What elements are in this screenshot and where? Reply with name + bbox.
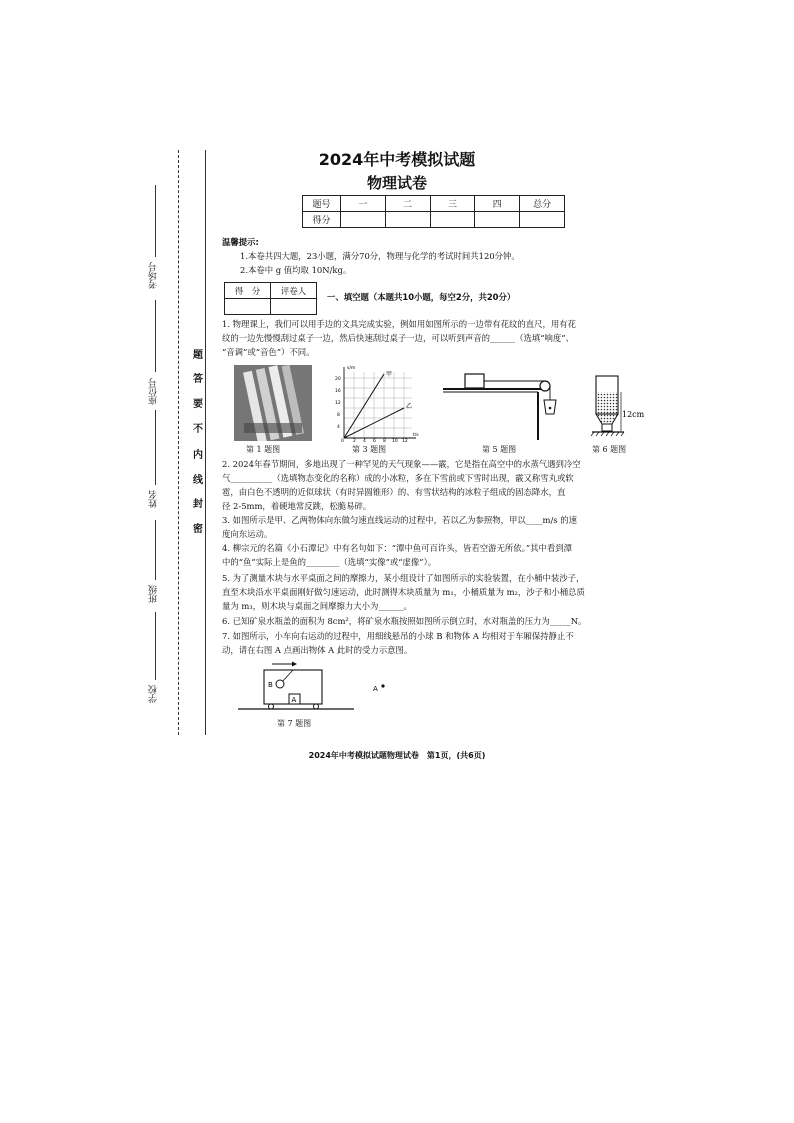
- binding-solid-line: [205, 150, 206, 735]
- seat-number-blank: [155, 300, 156, 372]
- page-subtitle: 物理试卷: [366, 174, 427, 192]
- grader-score-input[interactable]: [225, 299, 271, 315]
- score-table-cell: 一: [341, 196, 386, 212]
- score-cell-input[interactable]: [430, 212, 475, 228]
- exam-room-label: 考场号: [149, 262, 159, 289]
- seal-char: 线: [193, 475, 203, 486]
- score-cell-input[interactable]: [520, 212, 565, 228]
- figure-3-y-tick: 20: [335, 377, 341, 382]
- seal-char: 答: [193, 374, 203, 385]
- seal-char: 要: [193, 399, 203, 410]
- tips-line: 2.本卷中 g 值均取 10N/kg。: [240, 265, 352, 275]
- question-7-line: 动，请在右图 A 点画出物体 A 此时的受力示意图。: [222, 645, 413, 655]
- figure-3-x-tick: 12: [402, 439, 408, 442]
- figure-3-y-tick: 4: [337, 425, 340, 430]
- figure-3-x-tick: 10: [392, 439, 398, 442]
- grader-box-label: 得 分: [225, 283, 271, 299]
- figure-3-label-jia: 甲: [386, 371, 393, 378]
- name-label: 姓名: [149, 490, 159, 508]
- question-3-line: 度向东运动。: [222, 529, 273, 539]
- question-5-line: 直至木块沿水平桌面刚好做匀速运动，此时测得木块质量为 m₁，小桶质量为 m₂，沙子和小桶总质: [222, 587, 585, 597]
- seal-char: 题: [193, 350, 203, 361]
- name-blank: [155, 410, 156, 485]
- question-5-line: 量为 m₃，则木块与桌面之间摩擦力大小为______。: [222, 601, 412, 611]
- school-label: 学校: [149, 685, 159, 703]
- page-title: 2024年中考模拟试题: [318, 150, 476, 169]
- figure-6-caption: 第 6 题图: [592, 445, 627, 454]
- score-cell-input[interactable]: [385, 212, 430, 228]
- figure-3-caption: 第 3 题图: [352, 445, 387, 454]
- class-label: 班级: [149, 585, 159, 603]
- seal-char: 封: [193, 499, 203, 510]
- seat-number-label: 座位号: [149, 378, 159, 405]
- question-5-line: 5. 为了测量木块与水平桌面之间的摩擦力，某小组设计了如图所示的实验装置，在小桶中装沙子，: [222, 573, 585, 583]
- section-heading: 一、填空题（本题共10小题，每空2分，共20分）: [327, 292, 516, 302]
- figure-3-y-tick: 8: [337, 413, 340, 418]
- figure-6-height-label: 12cm: [622, 410, 645, 419]
- score-cell-input[interactable]: [341, 212, 386, 228]
- figure-3-x-tick: 0: [341, 439, 344, 442]
- figure-7-cart: [236, 658, 396, 714]
- figure-3-x-tick: 8: [383, 439, 386, 442]
- figure-3-x-unit: t/s: [413, 433, 419, 438]
- figure-3-st-graph: [334, 362, 420, 442]
- figure-7-caption: 第 7 题图: [277, 719, 312, 728]
- figure-3-y-tick: 16: [335, 389, 341, 394]
- figure-5-caption: 第 5 题图: [482, 445, 517, 454]
- figure-5-pulley-setup: [438, 370, 558, 442]
- figure-3-x-tick: 6: [373, 439, 376, 442]
- figure-6-bottle: [588, 372, 648, 442]
- figure-3-label-yi: 乙: [406, 403, 413, 410]
- figure-3-y-tick: 12: [335, 401, 341, 406]
- seal-char: 不: [193, 424, 203, 435]
- figure-1-ruler-photo: [234, 365, 312, 441]
- score-table-cell: 题号: [303, 196, 341, 212]
- seal-char: 密: [193, 524, 203, 535]
- score-table-cell: 总分: [520, 196, 565, 212]
- grader-name-input[interactable]: [271, 299, 317, 315]
- grader-box: [224, 282, 317, 315]
- tips-line: 1.本卷共四大题，23小题，满分70分，物理与化学的考试时间共120分钟。: [240, 251, 520, 261]
- class-blank: [155, 520, 156, 580]
- score-table-header-row: [303, 196, 565, 212]
- question-1-line: “音调”或“音色”）不同。: [222, 347, 315, 357]
- score-table-score-row: [303, 212, 565, 228]
- grader-box-label: 评卷人: [271, 283, 317, 299]
- figure-1-caption: 第 1 题图: [246, 445, 281, 454]
- question-2-line: 气__________（选填物态变化的名称）成的小冰粒，多在下雪前或下雪时出现，霰又称雪丸或软: [222, 473, 574, 483]
- tips-heading: 温馨提示:: [222, 237, 259, 247]
- question-4-line: 4. 柳宗元的名篇《小石潭记》中有名句如下：“潭中鱼可百许头，皆若空游无所依。”其中看到潭: [222, 543, 573, 553]
- figure-3-y-unit: s/m: [347, 366, 356, 371]
- binding-dashed-line: [178, 150, 179, 735]
- question-2-line: 2. 2024年春节期间，多地出现了一种罕见的天气现象——霰，它是指在高空中的水蒸气遇到冷空: [222, 459, 581, 469]
- score-table-cell: 四: [475, 196, 520, 212]
- figure-3-x-tick: 4: [363, 439, 366, 442]
- question-2-line: 雹，由白色不透明的近似球状（有时异圆锥形）的、有雪状结构的冰粒子组成的固态降水，直: [222, 487, 566, 497]
- page-footer: 2024年中考模拟试题物理试卷 第1页，(共6页): [308, 751, 486, 760]
- score-table-cell: 得分: [303, 212, 341, 228]
- score-cell-input[interactable]: [475, 212, 520, 228]
- question-2-line: 径 2-5mm，着硬地常反跳，松脆易碎。: [222, 501, 372, 511]
- figure-7-label-a: A: [291, 696, 297, 704]
- question-3-line: 3. 如图所示是甲、乙两物体向东做匀速直线运动的过程中，若以乙为参照物，甲以____m/s 的速: [222, 515, 577, 525]
- question-1-line: 1. 物理课上，我们可以用手边的文具完成实验，例如用如图所示的一边带有花纹的直尺，用有花: [222, 319, 577, 329]
- score-table-cell: 三: [430, 196, 475, 212]
- question-4-line: 中的“鱼”实际上是鱼的________（选填“实像”或“虚像”）。: [222, 557, 437, 567]
- figure-7-point-a-label: A: [373, 685, 378, 693]
- seal-char: 内: [193, 450, 203, 461]
- question-6-line: 6. 已知矿泉水瓶盖的面积为 8cm²，将矿泉水瓶按照如图所示倒立时，水对瓶盖的压力为_____N。: [222, 616, 587, 626]
- question-1-line: 纹的一边先慢慢刮过桌子一边，然后快速刮过桌子一边，可以听到声音的______（选填“响度”、: [222, 333, 574, 343]
- score-table-cell: 二: [385, 196, 430, 212]
- exam-room-blank: [155, 185, 156, 257]
- figure-3-x-tick: 2: [353, 439, 356, 442]
- figure-7-point-a[interactable]: [381, 684, 384, 687]
- figure-7-label-b: B: [268, 681, 273, 689]
- school-blank: [155, 612, 156, 680]
- score-table: [302, 195, 565, 228]
- question-7-line: 7. 如图所示，小车向右运动的过程中，用细线悬吊的小球 B 和物体 A 均相对于车厢保持静止不: [222, 631, 574, 641]
